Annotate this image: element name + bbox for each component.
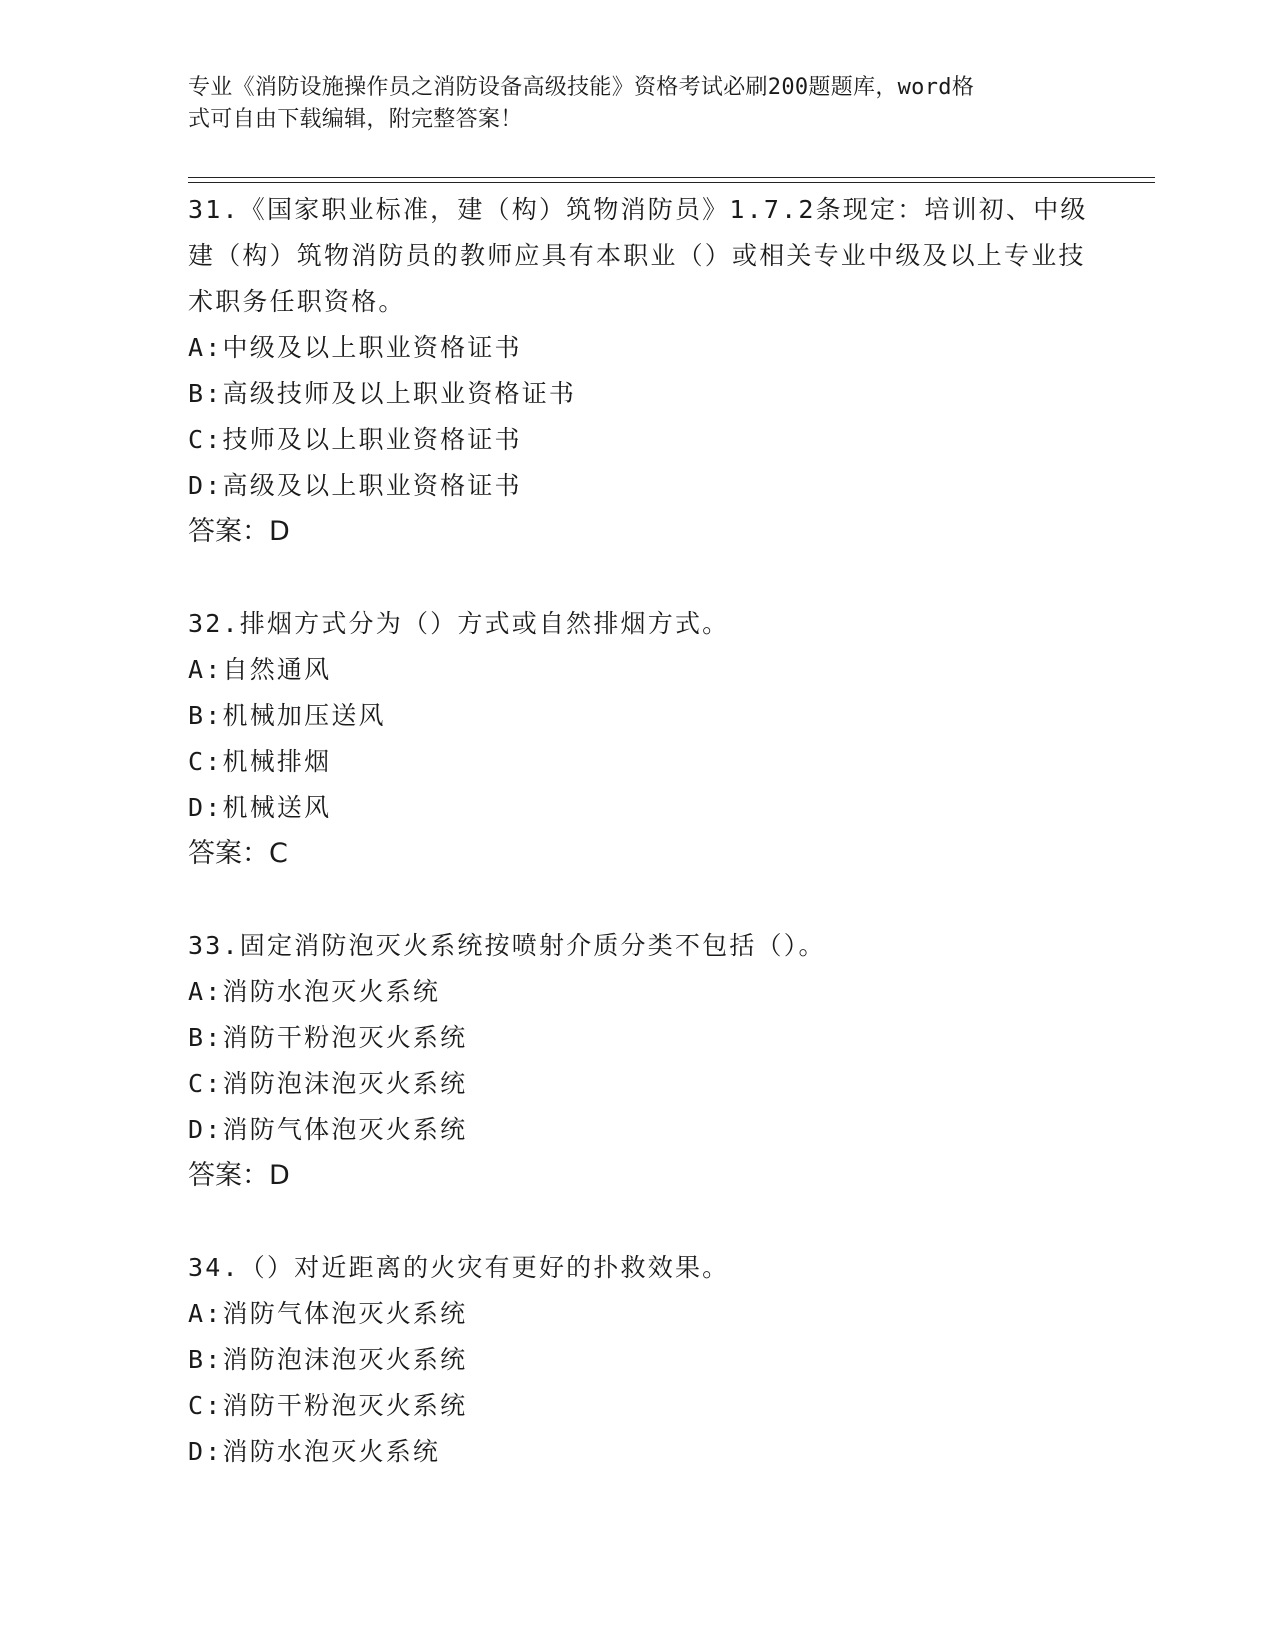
option-d [188, 463, 1088, 509]
option-letter: B: [188, 701, 223, 730]
option-text: 高级技师及以上职业资格证书 [222, 379, 577, 408]
option-a [188, 325, 1088, 371]
question-stem: 34.（）对近距离的火灾有更好的扑救效果。 [188, 1253, 730, 1282]
option-text: 消防泡沫泡灭火系统 [222, 1069, 468, 1098]
intro-line-2: 式可自由下载编辑，附完整答案！ [188, 107, 523, 132]
option-a [188, 969, 1088, 1015]
option-letter: A: [188, 977, 223, 1006]
option-text: 机械排烟 [222, 747, 332, 776]
answer-line: 答案：C [188, 838, 288, 869]
option-d [188, 785, 1088, 831]
option-letter: A: [188, 1299, 223, 1328]
option-letter: B: [188, 1023, 223, 1052]
header-divider-bottom [188, 182, 1155, 183]
option-letter: D: [188, 1437, 223, 1466]
option-b [188, 1015, 1088, 1061]
document-intro [188, 72, 1078, 136]
option-text: 消防干粉泡灭火系统 [222, 1023, 468, 1052]
question-list [188, 187, 1088, 1521]
header-divider-top [188, 177, 1155, 178]
option-c [188, 417, 1088, 463]
option-d [188, 1429, 1088, 1475]
option-letter: D: [188, 1115, 223, 1144]
answer-line: 答案：D [188, 1160, 290, 1191]
option-a [188, 647, 1088, 693]
question-stem: 32.排烟方式分为（）方式或自然排烟方式。 [188, 609, 730, 638]
option-text: 机械送风 [222, 793, 332, 822]
question-32 [188, 601, 1088, 877]
answer-line: 答案：D [188, 516, 290, 547]
option-letter: C: [188, 747, 223, 776]
option-letter: D: [188, 471, 223, 500]
option-d [188, 1107, 1088, 1153]
question-34 [188, 1245, 1088, 1475]
option-c [188, 1383, 1088, 1429]
option-letter: A: [188, 655, 223, 684]
option-text: 中级及以上职业资格证书 [222, 333, 522, 362]
option-text: 消防气体泡灭火系统 [222, 1115, 468, 1144]
option-b [188, 693, 1088, 739]
option-text: 自然通风 [222, 655, 332, 684]
option-letter: A: [188, 333, 223, 362]
option-b [188, 371, 1088, 417]
option-b [188, 1337, 1088, 1383]
option-letter: C: [188, 1391, 223, 1420]
option-text: 机械加压送风 [222, 701, 386, 730]
option-text: 技师及以上职业资格证书 [222, 425, 522, 454]
question-stem: 31.《国家职业标准，建（构）筑物消防员》1.7.2条现定：培训初、中级建（构）筑物消防员的教师应具有本职业（）或相关专业中级及以上专业技术职务任职资格。 [188, 195, 1088, 316]
question-stem: 33.固定消防泡灭火系统按喷射介质分类不包括（）。 [188, 931, 826, 960]
option-text: 消防水泡灭火系统 [222, 977, 441, 1006]
option-letter: D: [188, 793, 223, 822]
option-letter: B: [188, 1345, 223, 1374]
option-text: 消防水泡灭火系统 [222, 1437, 441, 1466]
option-text: 消防干粉泡灭火系统 [222, 1391, 468, 1420]
option-text: 消防气体泡灭火系统 [222, 1299, 468, 1328]
option-text: 高级及以上职业资格证书 [222, 471, 522, 500]
question-31 [188, 187, 1088, 555]
option-letter: B: [188, 379, 223, 408]
option-a [188, 1291, 1088, 1337]
option-c [188, 1061, 1088, 1107]
option-letter: C: [188, 1069, 223, 1098]
option-text: 消防泡沫泡灭火系统 [222, 1345, 468, 1374]
question-33 [188, 923, 1088, 1199]
option-letter: C: [188, 425, 223, 454]
option-c [188, 739, 1088, 785]
intro-line-1: 专业《消防设施操作员之消防设备高级技能》资格考试必刷200题题库，word格 [188, 75, 975, 100]
